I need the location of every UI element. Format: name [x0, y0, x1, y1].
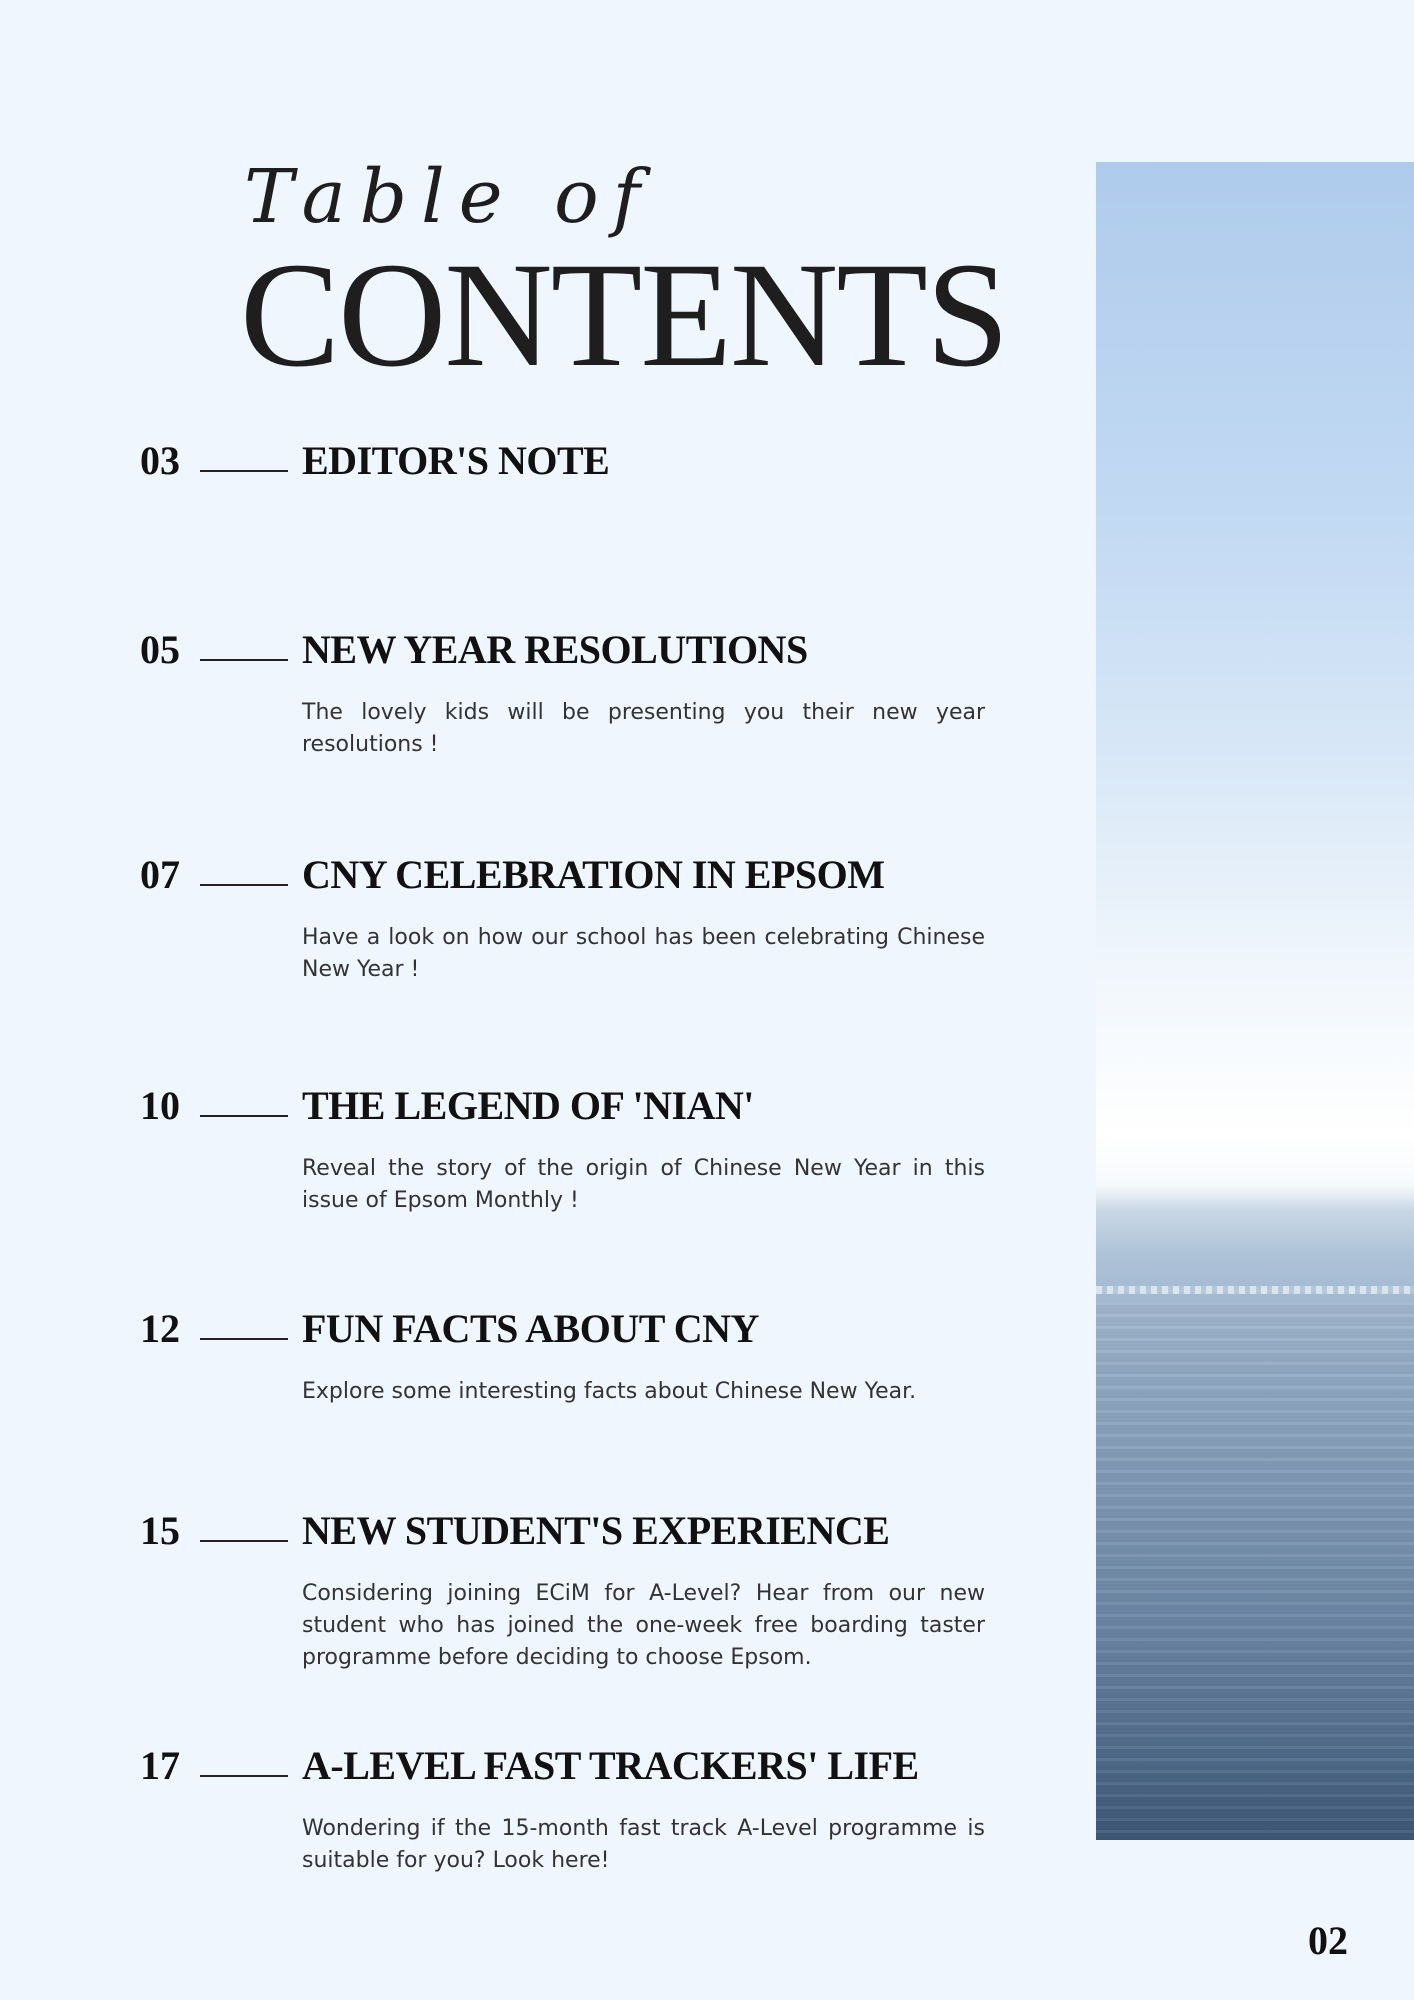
toc-page-number: 17 [140, 1743, 180, 1788]
toc-heading: NEW STUDENT'S EXPERIENCE [302, 1508, 890, 1553]
toc-heading: A-LEVEL FAST TRACKERS' LIFE [302, 1743, 919, 1788]
page-title: CONTENTS [240, 232, 1008, 398]
toc-divider [200, 1338, 288, 1340]
toc-description: Explore some interesting facts about Chinese New Year. [302, 1379, 917, 1404]
toc-page-number: 12 [140, 1306, 180, 1351]
sea-sky-photo [1096, 162, 1414, 1840]
toc-heading: EDITOR'S NOTE [302, 438, 610, 483]
toc-heading: FUN FACTS ABOUT CNY [302, 1306, 759, 1351]
toc-description: Wondering if the 15-month fast track A-Level programme is suitable for you? Look here! [302, 1816, 985, 1873]
page-number: 02 [1308, 1918, 1348, 1963]
toc-description: Have a look on how our school has been celebrating Chinese New Year ! [302, 925, 985, 982]
toc-page-number: 10 [140, 1083, 180, 1128]
toc-description: Reveal the story of the origin of Chinese New Year in this issue of Epsom Monthly ! [302, 1156, 985, 1213]
toc-divider [200, 884, 288, 886]
toc-divider [200, 659, 288, 661]
water-ripples [1096, 1302, 1414, 1840]
toc-divider [200, 1115, 288, 1117]
horizon-line [1096, 1286, 1414, 1294]
toc-page-number: 15 [140, 1508, 180, 1553]
toc-divider [200, 1775, 288, 1777]
toc-divider [200, 1540, 288, 1542]
toc-heading: CNY CELEBRATION IN EPSOM [302, 852, 885, 897]
toc-page-number: 03 [140, 438, 180, 483]
toc-divider [200, 470, 288, 472]
toc-description: Considering joining ECiM for A-Level? Hear from our new student who has joined the one-week free boarding taster programme before deciding to choose Epsom. [302, 1581, 985, 1670]
title-script: Table of [244, 154, 655, 240]
toc-heading: THE LEGEND OF 'NIAN' [302, 1083, 754, 1128]
toc-page-number: 05 [140, 627, 180, 672]
toc-heading: NEW YEAR RESOLUTIONS [302, 627, 808, 672]
toc-page-number: 07 [140, 852, 180, 897]
toc-description: The lovely kids will be presenting you their new year resolutions ! [302, 700, 985, 757]
